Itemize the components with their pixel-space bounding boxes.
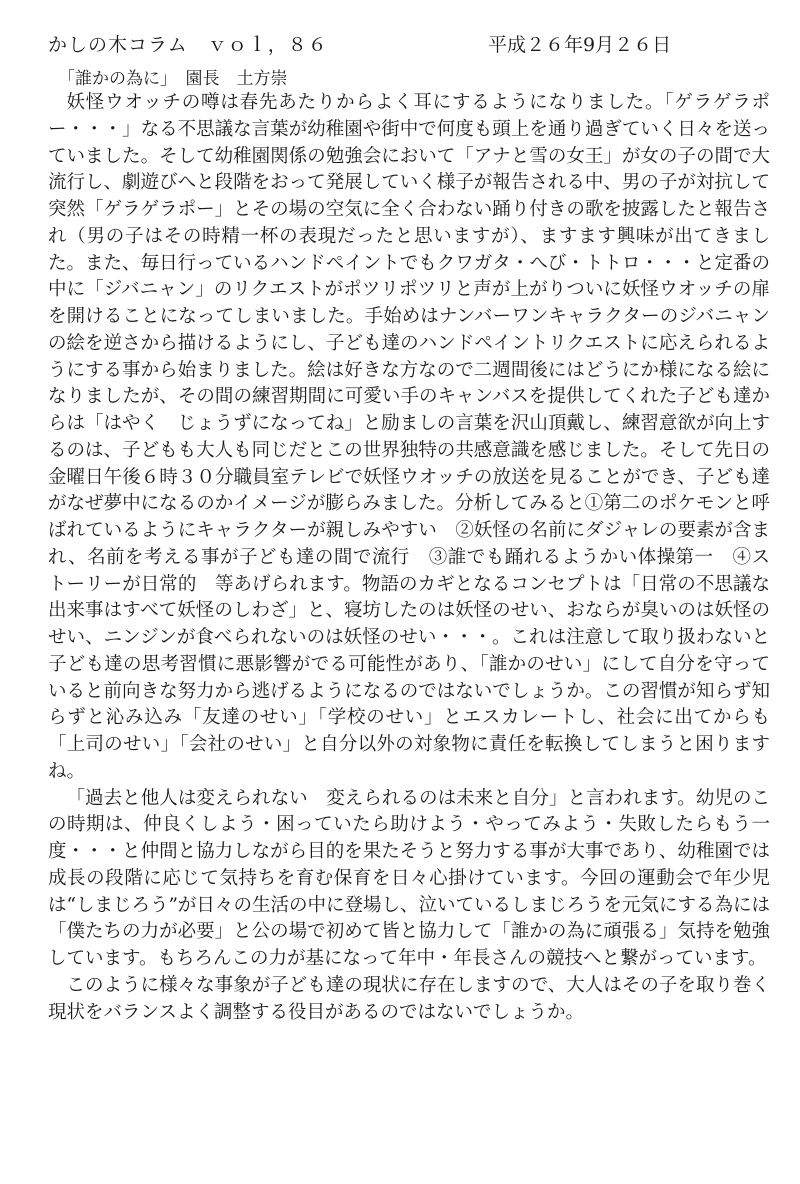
publication-date: 平成２６年9月２６日 [488, 34, 672, 56]
paragraph-3: このように様々な事象が子ども達の現状に存在しますので、大人はその子を取り巻く現状をバランスよく調整する役目があるのではないでしょうか。 [48, 974, 770, 1023]
column-header [0, 30, 800, 62]
article-title-author: 「誰かの為に」 園長 土方崇 [58, 69, 288, 89]
paragraph-2: 「過去と他人は変えられない 変えられるのは未来と自分」と言われます。幼児のこの時期は、仲良くしよう・困っていたら助けよう・やってみよう・失敗したらもう一度・・・と仲間と協力しながら目的を果たそうと努力する事が大事であり、幼稚園では成長の段階に応じて気持ちを育む保育を日々心掛けています。今回の運動会で年少児は“しまじろう”が日々の生活の中に登場し、泣いているしまじろうを元気にする為には「僕たちの力が必要」と公の場で初めて皆と協力して「誰かの為に頑張る」気持を勉強しています。もちろんこの力が基になって年中・年長さんの競技へと繋がっています。 [48, 787, 770, 969]
article-body [48, 90, 770, 1026]
paragraph-1: 妖怪ウオッチの噂は春先あたりからよく耳にするようになりました。「ゲラゲラポー・・・」なる不思議な言葉が幼稚園や街中で何度も頭上を通り過ぎていく日々を送っていました。そして幼稚園関係の勉強会において「アナと雪の女王」が女の子の間で大流行し、劇遊びへと段階をおって発展していく様子が報告される中、男の子が対抗して突然「ゲラゲラポー」とその場の空気に全く合わない踊り付きの歌を披露したと報告され（男の子はその時精一杯の表現だったと思いますが）、ますます興味が出てきました。また、毎日行っているハンドペイントでもクワガタ・へび・トトロ・・・と定番の中に「ジバニャン」のリクエストがポツリポツリと声が上がりついに妖怪ウオッチの扉を開けることになってしまいました。手始めはナンバーワンキャラクターのジバニャンの絵を逆さから描けるようにし、子ども達のハンドペイントリクエストに応えられるようにする事から始まりました。絵は好きな方なので二週間後にはどうにか様になる絵になりましたが、その間の練習期間に可愛い手のキャンバスを提供してくれた子ども達からは「はやく じょうずになってね」と励ましの言葉を沢山頂戴し、練習意欲が向上するのは、子どもも大人も同じだとこの世界独特の共感意識を感じました。そして先日の金曜日午後６時３０分職員室テレビで妖怪ウオッチの放送を見ることができ、子ども達がなぜ夢中になるのかイメージが膨らみました。分析してみると①第二のポケモンと呼ばれているようにキャラクターが親しみやすい ②妖怪の名前にダジャレの要素が含まれ、名前を考える事が子ども達の間で流行 ③誰でも踊れるようかい体操第一 ④ストーリーが日常的 等あげられます。物語のカギとなるコンセプトは「日常の不思議な出来事はすべて妖怪のしわざ」と、寝坊したのは妖怪のせい、おならが臭いのは妖怪のせい、ニンジンが食べられないのは妖怪のせい・・・。これは注意して取り扱わないと子ども達の思考習慣に悪影響がでる可能性があり、「誰かのせい」にして自分を守っていると前向きな努力から逃げるようになるのではないでしょうか。この習慣が知らず知らずと沁み込み「友達のせい」「学校のせい」とエスカレートし、社会に出てからも「上司のせい」「会社のせい」と自分以外の対象物に責任を転換してしまうと困りますね。 [48, 92, 770, 782]
column-volume-title: かしの木コラム ｖｏｌ，８６ [48, 34, 328, 56]
